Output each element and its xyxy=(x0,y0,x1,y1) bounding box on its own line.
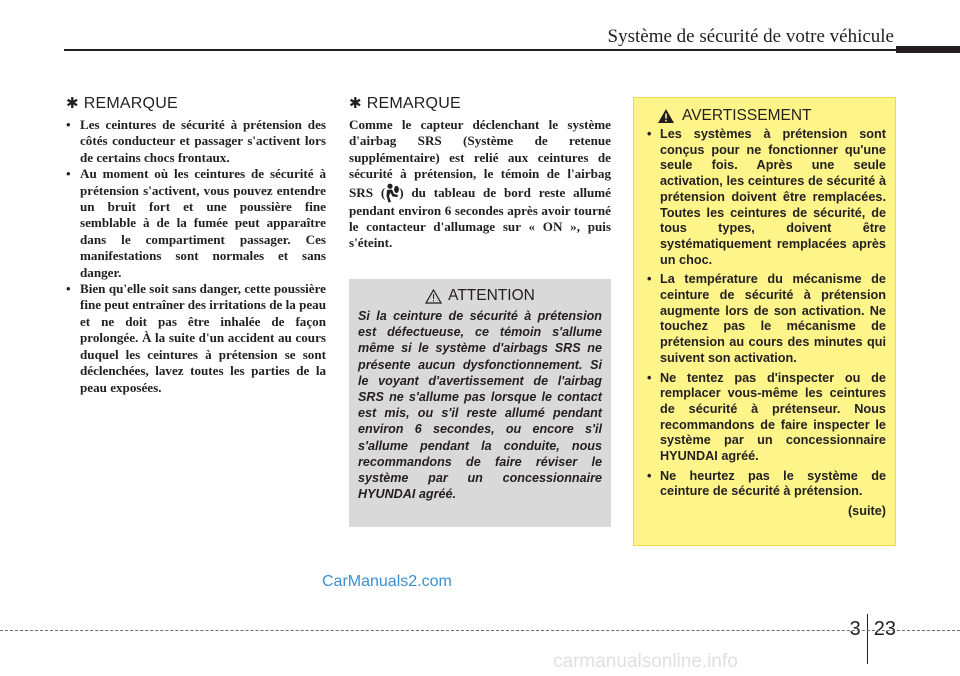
cross-star-icon: ✱ xyxy=(66,95,79,112)
list-item: • Ne tentez pas d'inspecter ou de remplacer vous-même les ceintures de sécurité à prétenseur. Nous recommandons de faire inspecter le système par un concessionnaire HYUNDAI agréé. xyxy=(643,371,886,465)
note-section-1 xyxy=(66,94,326,396)
page-number-divider xyxy=(867,614,868,664)
note-title-2: ✱ REMARQUE xyxy=(349,95,461,112)
chapter-number: 3 xyxy=(849,617,861,640)
continued-label: (suite) xyxy=(847,504,886,519)
site-footer-watermark: carmanualsonline.info xyxy=(553,651,738,672)
airbag-warning-icon xyxy=(385,183,399,203)
warning-title: AVERTISSEMENT xyxy=(682,107,812,124)
note-title-1: ✱ REMARQUE xyxy=(66,95,178,112)
page-number xyxy=(850,604,896,654)
watermark-link[interactable]: CarManuals2.com xyxy=(322,573,452,590)
attention-text: Si la ceinture de sécurité à prétension est défectueuse, ce témoin s'allume même si le système d'airbags SRS ne présente aucun dysfonctionnement. Si le voyant d'avertissement de l'airbag SRS ne s'allume pas lorsque le contact est mis, ou s'il reste allumé pendant environ 6 secondes, ou encore s'il s'allume pendant la conduite, nous recommandons de faire réviser le système par un concessionnaire HYUNDAI agréé. xyxy=(358,309,602,502)
warning-header xyxy=(643,107,886,125)
list-item: • Les systèmes à prétension sont conçus pour ne fonctionner qu'une seule fois. Après une seule activation, les ceintures de sécurité à prétension doivent être remplacées. Toutes les ceintures de sécurité, de tous types, doivent être systématiquement remplacées après un choc. xyxy=(643,127,886,268)
list-item: • Ne heurtez pas le système de ceinture de sécurité à prétension. xyxy=(643,469,886,500)
warning-list xyxy=(643,127,886,500)
warning-box xyxy=(633,97,896,546)
warning-triangle-icon xyxy=(657,108,675,124)
warning-triangle-icon xyxy=(425,289,442,304)
header-rule xyxy=(64,49,896,51)
note-section-2 xyxy=(349,94,611,252)
list-item: • Les ceintures de sécurité à prétension des côtés conducteur et passager s'activent lors de certains chocs frontaux. xyxy=(66,117,326,166)
list-item: • La température du mécanisme de ceinture de sécurité à prétension augmente lors de son activation. Ne touchez pas le mécanisme de prétension au cours des minutes qui suivent son activation. xyxy=(643,272,886,366)
list-item: • Bien qu'elle soit sans danger, cette poussière fine peut entraîner des irritations de la peau et ne doit pas être inhalée de façon prolongée. À la suite d'un accident au cours duquel les ceintures à prétension se sont déclenchées, lavez toutes les parties de la peau exposées. xyxy=(66,281,326,396)
list-item: • Au moment où les ceintures de sécurité à prétension s'activent, vous pouvez entendre un bruit fort et une poussière fine semblable à de la fumée peut apparaître dans le compartiment passager. Ces manifestations sont normales et sans danger. xyxy=(66,166,326,281)
attention-header xyxy=(358,287,602,305)
note-paragraph-2: Comme le capteur déclenchant le système d'airbag SRS (Système de retenue supplémentaire) est relié aux ceintures de sécurité à prétension, le témoin de l'airbag SRS ( ) du tableau de bord reste allumé pendant environ 6 secondes après avoir tourné le contacteur d'allumage sur « ON », puis s'éteint. xyxy=(349,117,611,251)
attention-title: ATTENTION xyxy=(448,287,535,304)
attention-box xyxy=(349,279,611,527)
header-rule-tab xyxy=(896,46,960,53)
footer-rule xyxy=(0,630,960,631)
page-number-value: 23 xyxy=(873,617,896,640)
note-list-1 xyxy=(66,117,326,396)
page-header-title: Système de sécurité de votre véhicule xyxy=(607,26,894,47)
cross-star-icon: ✱ xyxy=(349,95,362,112)
